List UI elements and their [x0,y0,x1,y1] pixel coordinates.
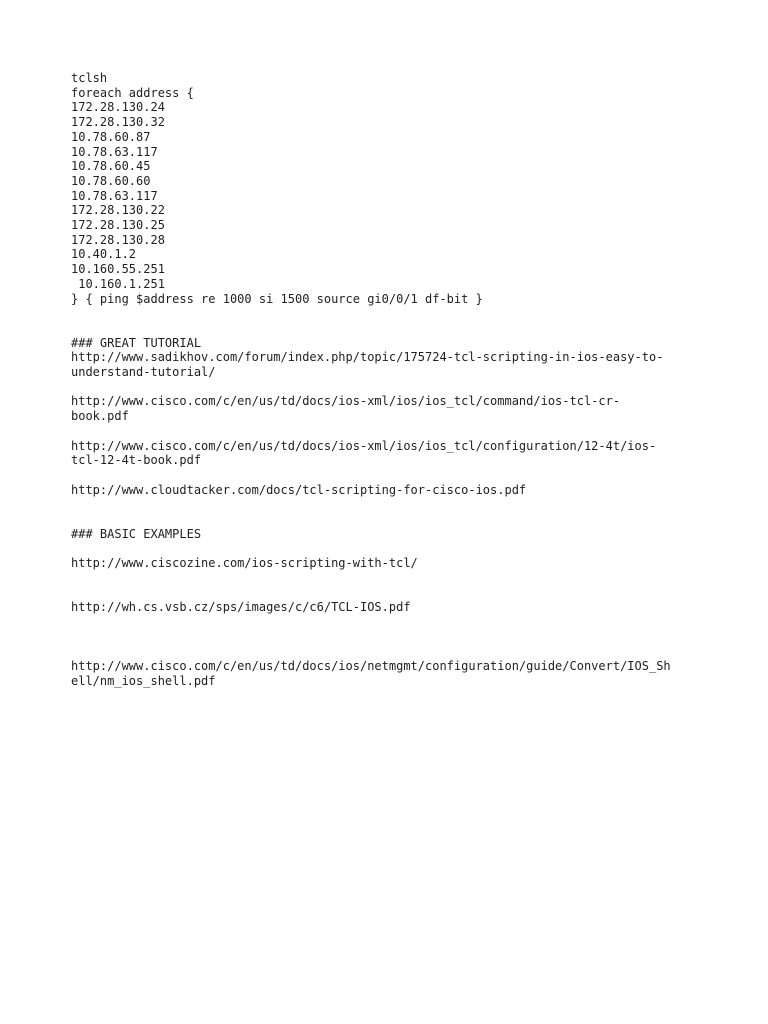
code-line: 10.160.55.251 [71,262,165,277]
code-line: tclsh [71,71,108,85]
code-line: 10.160.1.251 [71,276,165,291]
code-line: } { ping $address re 1000 si 1500 source gi0/0/1 df-bit } [71,291,483,306]
tutorial-link-cisco-12-4t-book[interactable]: http://www.cisco.com/c/en/us/td/docs/ios-xml/ios/ios_tcl/configuration/12-4t/ios- tcl-12-4t-book.pdf [71,438,657,468]
code-line: 172.28.130.32 [71,115,165,130]
code-line: 10.78.63.117 [71,188,158,203]
code-line: 172.28.130.25 [71,218,165,233]
code-line: foreach address { [71,85,194,100]
document-page [71,71,711,688]
tutorial-link-sadikhov[interactable]: http://www.sadikhov.com/forum/index.php/topic/175724-tcl-scripting-in-ios-easy-to- understand-tutorial/ [71,350,664,380]
tcl-code-block [71,71,711,306]
example-link-ciscozine[interactable]: http://www.ciscozine.com/ios-scripting-with-tcl/ [71,556,418,571]
code-line: 10.78.60.60 [71,173,151,188]
code-line: 10.40.1.2 [71,247,137,262]
code-line: 172.28.130.22 [71,203,165,218]
basic-examples-section [71,527,711,689]
tutorial-link-cloudtacker[interactable]: http://www.cloudtacker.com/docs/tcl-scripting-for-cisco-ios.pdf [71,482,527,497]
code-line: 172.28.130.28 [71,232,165,247]
tutorial-link-cisco-cr-book[interactable]: http://www.cisco.com/c/en/us/td/docs/ios-xml/ios/ios_tcl/command/ios-tcl-cr- book.pdf [71,394,621,424]
code-line: 10.78.60.45 [71,159,151,174]
section-heading: ### BASIC EXAMPLES [71,526,202,541]
code-line: 10.78.60.87 [71,129,151,144]
section-heading: ### GREAT TUTORIAL [71,335,202,350]
example-link-cisco-ios-shell[interactable]: http://www.cisco.com/c/en/us/td/docs/ios/netmgmt/configuration/guide/Convert/IOS_Sh ell/nm_ios_shell.pdf [71,659,671,688]
code-line: 172.28.130.24 [71,100,165,115]
example-link-vsb-pdf[interactable]: http://wh.cs.vsb.cz/sps/images/c/c6/TCL-IOS.pdf [71,600,411,615]
great-tutorial-section [71,336,711,498]
code-line: 10.78.63.117 [71,144,158,159]
